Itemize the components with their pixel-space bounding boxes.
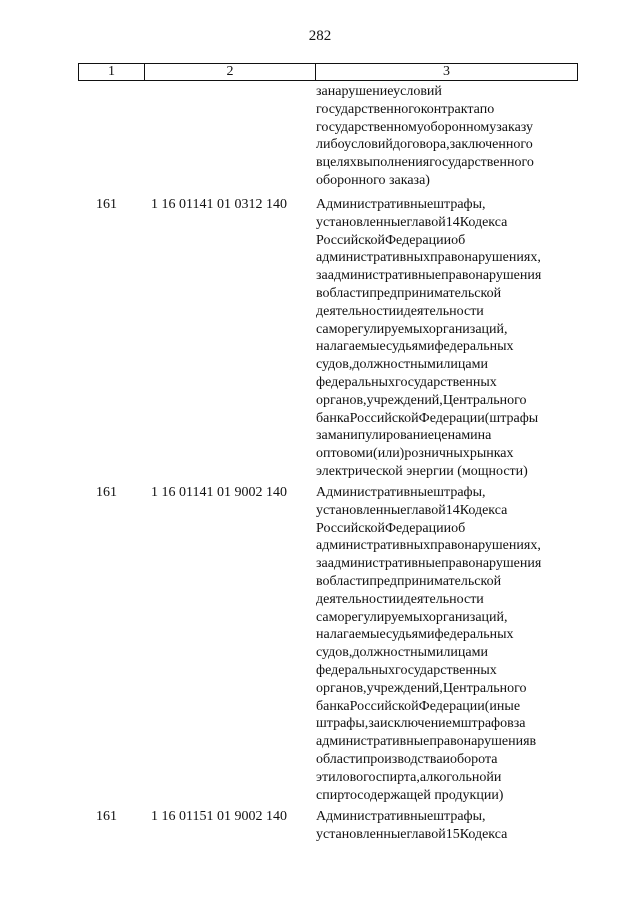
desc-line: федеральныхгосударственных bbox=[316, 662, 497, 678]
desc-line: электрической энергии (мощности) bbox=[316, 463, 528, 479]
desc-line: налагаемыесудьямифедеральных bbox=[316, 339, 514, 355]
desc-line: государственногоконтрактапо bbox=[316, 101, 495, 117]
desc-line: заадминистративныеправонарушения bbox=[316, 556, 542, 572]
desc-line: федеральныхгосударственных bbox=[316, 374, 497, 390]
admin-code: 161 bbox=[96, 809, 117, 824]
desc-line: вцеляхвыполнениягосударственного bbox=[316, 155, 534, 171]
desc-line: саморегулируемыхорганизаций, bbox=[316, 609, 508, 625]
kbk-code: 1 16 01141 01 0312 140 bbox=[151, 197, 287, 212]
desc-line: судов,должностнымилицами bbox=[316, 357, 488, 373]
desc-line: административныхправонарушениях, bbox=[316, 538, 541, 554]
kbk-code: 1 16 01151 01 9002 140 bbox=[151, 809, 287, 824]
desc-line: административныхправонарушениях, bbox=[316, 250, 541, 266]
header-col-3: 3 bbox=[316, 64, 578, 81]
desc-line: государственномуоборонномузаказу bbox=[316, 119, 534, 135]
desc-line: Административныештрафы, bbox=[316, 809, 486, 824]
desc-line: Административныештрафы, bbox=[316, 485, 486, 500]
desc-line: установленныеглавой15Кодекса bbox=[316, 826, 508, 842]
desc-line: оборонного заказа) bbox=[316, 172, 430, 188]
desc-line: Административныештрафы, bbox=[316, 197, 486, 212]
desc-line: органов,учреждений,Центрального bbox=[316, 680, 527, 696]
table-header bbox=[78, 63, 578, 81]
desc-line: либоусловийдоговора,заключенного bbox=[316, 137, 533, 153]
continuation-description bbox=[316, 83, 572, 190]
row-description bbox=[316, 196, 572, 481]
desc-line: областипроизводстваиоборота bbox=[316, 751, 498, 767]
desc-line: банкаРоссийскойФедерации(штрафы bbox=[316, 410, 539, 426]
header-col-1: 1 bbox=[79, 64, 145, 81]
desc-line: вобластипредпринимательской bbox=[316, 573, 502, 589]
desc-line: налагаемыесудьямифедеральных bbox=[316, 627, 514, 643]
desc-line: спиртосодержащей продукции) bbox=[316, 787, 504, 803]
desc-line: заадминистративныеправонарушения bbox=[316, 268, 542, 284]
admin-code: 161 bbox=[96, 485, 117, 500]
desc-line: штрафы,заисключениемштрафовза bbox=[316, 716, 526, 732]
desc-line: административныеправонарушенияв bbox=[316, 734, 537, 750]
desc-line: органов,учреждений,Центрального bbox=[316, 392, 527, 408]
kbk-code: 1 16 01141 01 9002 140 bbox=[151, 485, 287, 500]
desc-line: вобластипредпринимательской bbox=[316, 285, 502, 301]
header-col-2: 2 bbox=[145, 64, 316, 81]
desc-line: этиловогоспирта,алкогольнойи bbox=[316, 769, 502, 785]
desc-line: деятельностиидеятельности bbox=[316, 591, 484, 607]
desc-line: оптовоми(или)розничныхрынках bbox=[316, 446, 514, 462]
desc-line: банкаРоссийскойФедерации(иные bbox=[316, 698, 521, 714]
page-number: 282 bbox=[308, 28, 332, 44]
desc-line: деятельностиидеятельности bbox=[316, 303, 484, 319]
row-description bbox=[316, 808, 572, 844]
desc-line: занарушениеусловий bbox=[316, 84, 442, 99]
desc-line: РоссийскойФедерацииоб bbox=[316, 232, 466, 248]
row-description bbox=[316, 484, 572, 804]
desc-line: установленныеглавой14Кодекса bbox=[316, 502, 508, 518]
desc-line: РоссийскойФедерацииоб bbox=[316, 520, 466, 536]
admin-code: 161 bbox=[96, 197, 117, 212]
desc-line: установленныеглавой14Кодекса bbox=[316, 214, 508, 230]
desc-line: судов,должностнымилицами bbox=[316, 645, 488, 661]
desc-line: заманипулированиеценамина bbox=[316, 428, 492, 444]
desc-line: саморегулируемыхорганизаций, bbox=[316, 321, 508, 337]
